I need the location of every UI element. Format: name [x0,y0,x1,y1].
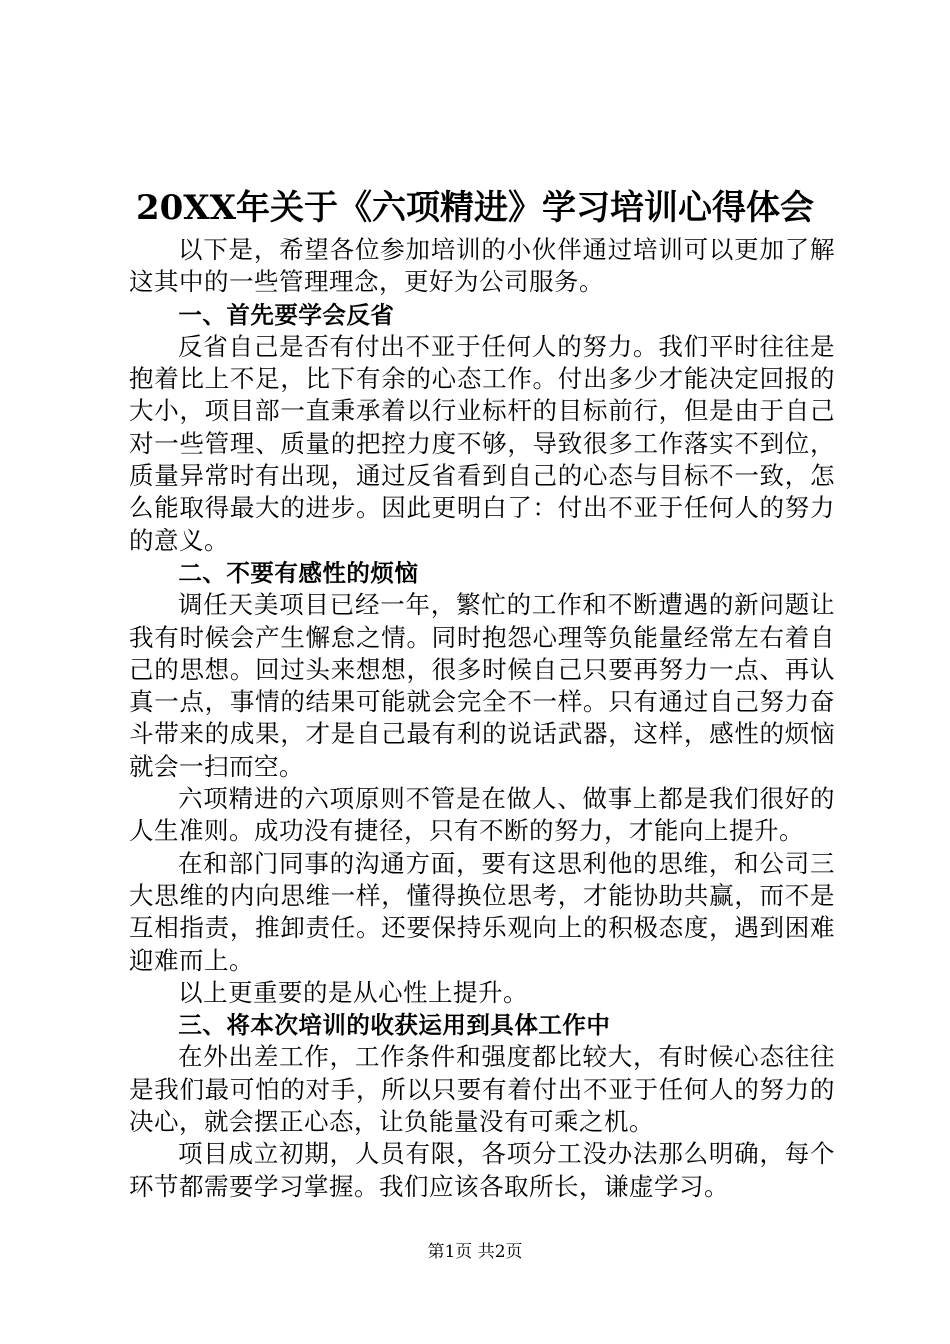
paragraph: 在和部门同事的沟通方面，要有这思利他的思维，和公司三大思维的内向思维一样，懂得换位思考，才能协助共赢，而不是互相指责，推卸责任。还要保持乐观向上的积极态度，遇到困难迎难而上。 [129,848,835,975]
paragraph: 在外出差工作，工作条件和强度都比较大，有时候心态往往是我们最可怕的对手，所以只要有着付出不亚于任何人的努力的决心，就会摆正心态，让负能量没有可乘之机。 [129,1042,835,1137]
paragraph: 以下是，希望各位参加培训的小伙伴通过培训可以更加了解这其中的一些管理理念，更好为公司服务。 [129,235,835,297]
document-title: 20XX年关于《六项精进》学习培训心得体会 [135,188,815,228]
document-body [129,234,835,1203]
paragraph: 反省自己是否有付出不亚于任何人的努力。我们平时往往是抱着比上不足，比下有余的心态工作。付出多少才能决定回报的大小，项目部一直秉承着以行业标杆的目标前行，但是由于自己对一些管理、质量的把控力度不够，导致很多工作落实不到位，质量异常时有出现，通过反省看到自己的心态与目标不一致，怎么能取得最大的进步。因此更明白了：付出不亚于任何人的努力的意义。 [129,331,835,555]
page-number-footer: 第1页 共2页 [427,1242,523,1262]
section-heading: 三、将本次培训的收获运用到具体工作中 [178,1011,611,1040]
paragraph: 六项精进的六项原则不管是在做人、做事上都是我们很好的人生准则。成功没有捷径，只有不断的努力，才能向上提升。 [129,784,835,846]
paragraph: 以上更重要的是从心性上提升。 [178,977,528,1007]
paragraph: 项目成立初期，人员有限，各项分工没办法那么明确，每个环节都需要学习掌握。我们应该各取所长，谦虚学习。 [129,1139,835,1201]
section-heading: 一、首先要学会反省 [178,300,395,329]
paragraph: 调任天美项目已经一年，繁忙的工作和不断遭遇的新问题让我有时候会产生懈怠之情。同时抱怨心理等负能量经常左右着自己的思想。回过头来想想，很多时候自己只要再努力一点、再认真一点，事情的结果可能就会完全不一样。只有通过自己努力奋斗带来的成果，才是自己最有利的说话武器，这样，感性的烦恼就会一扫而空。 [129,590,835,781]
section-heading: 二、不要有感性的烦恼 [178,558,419,587]
